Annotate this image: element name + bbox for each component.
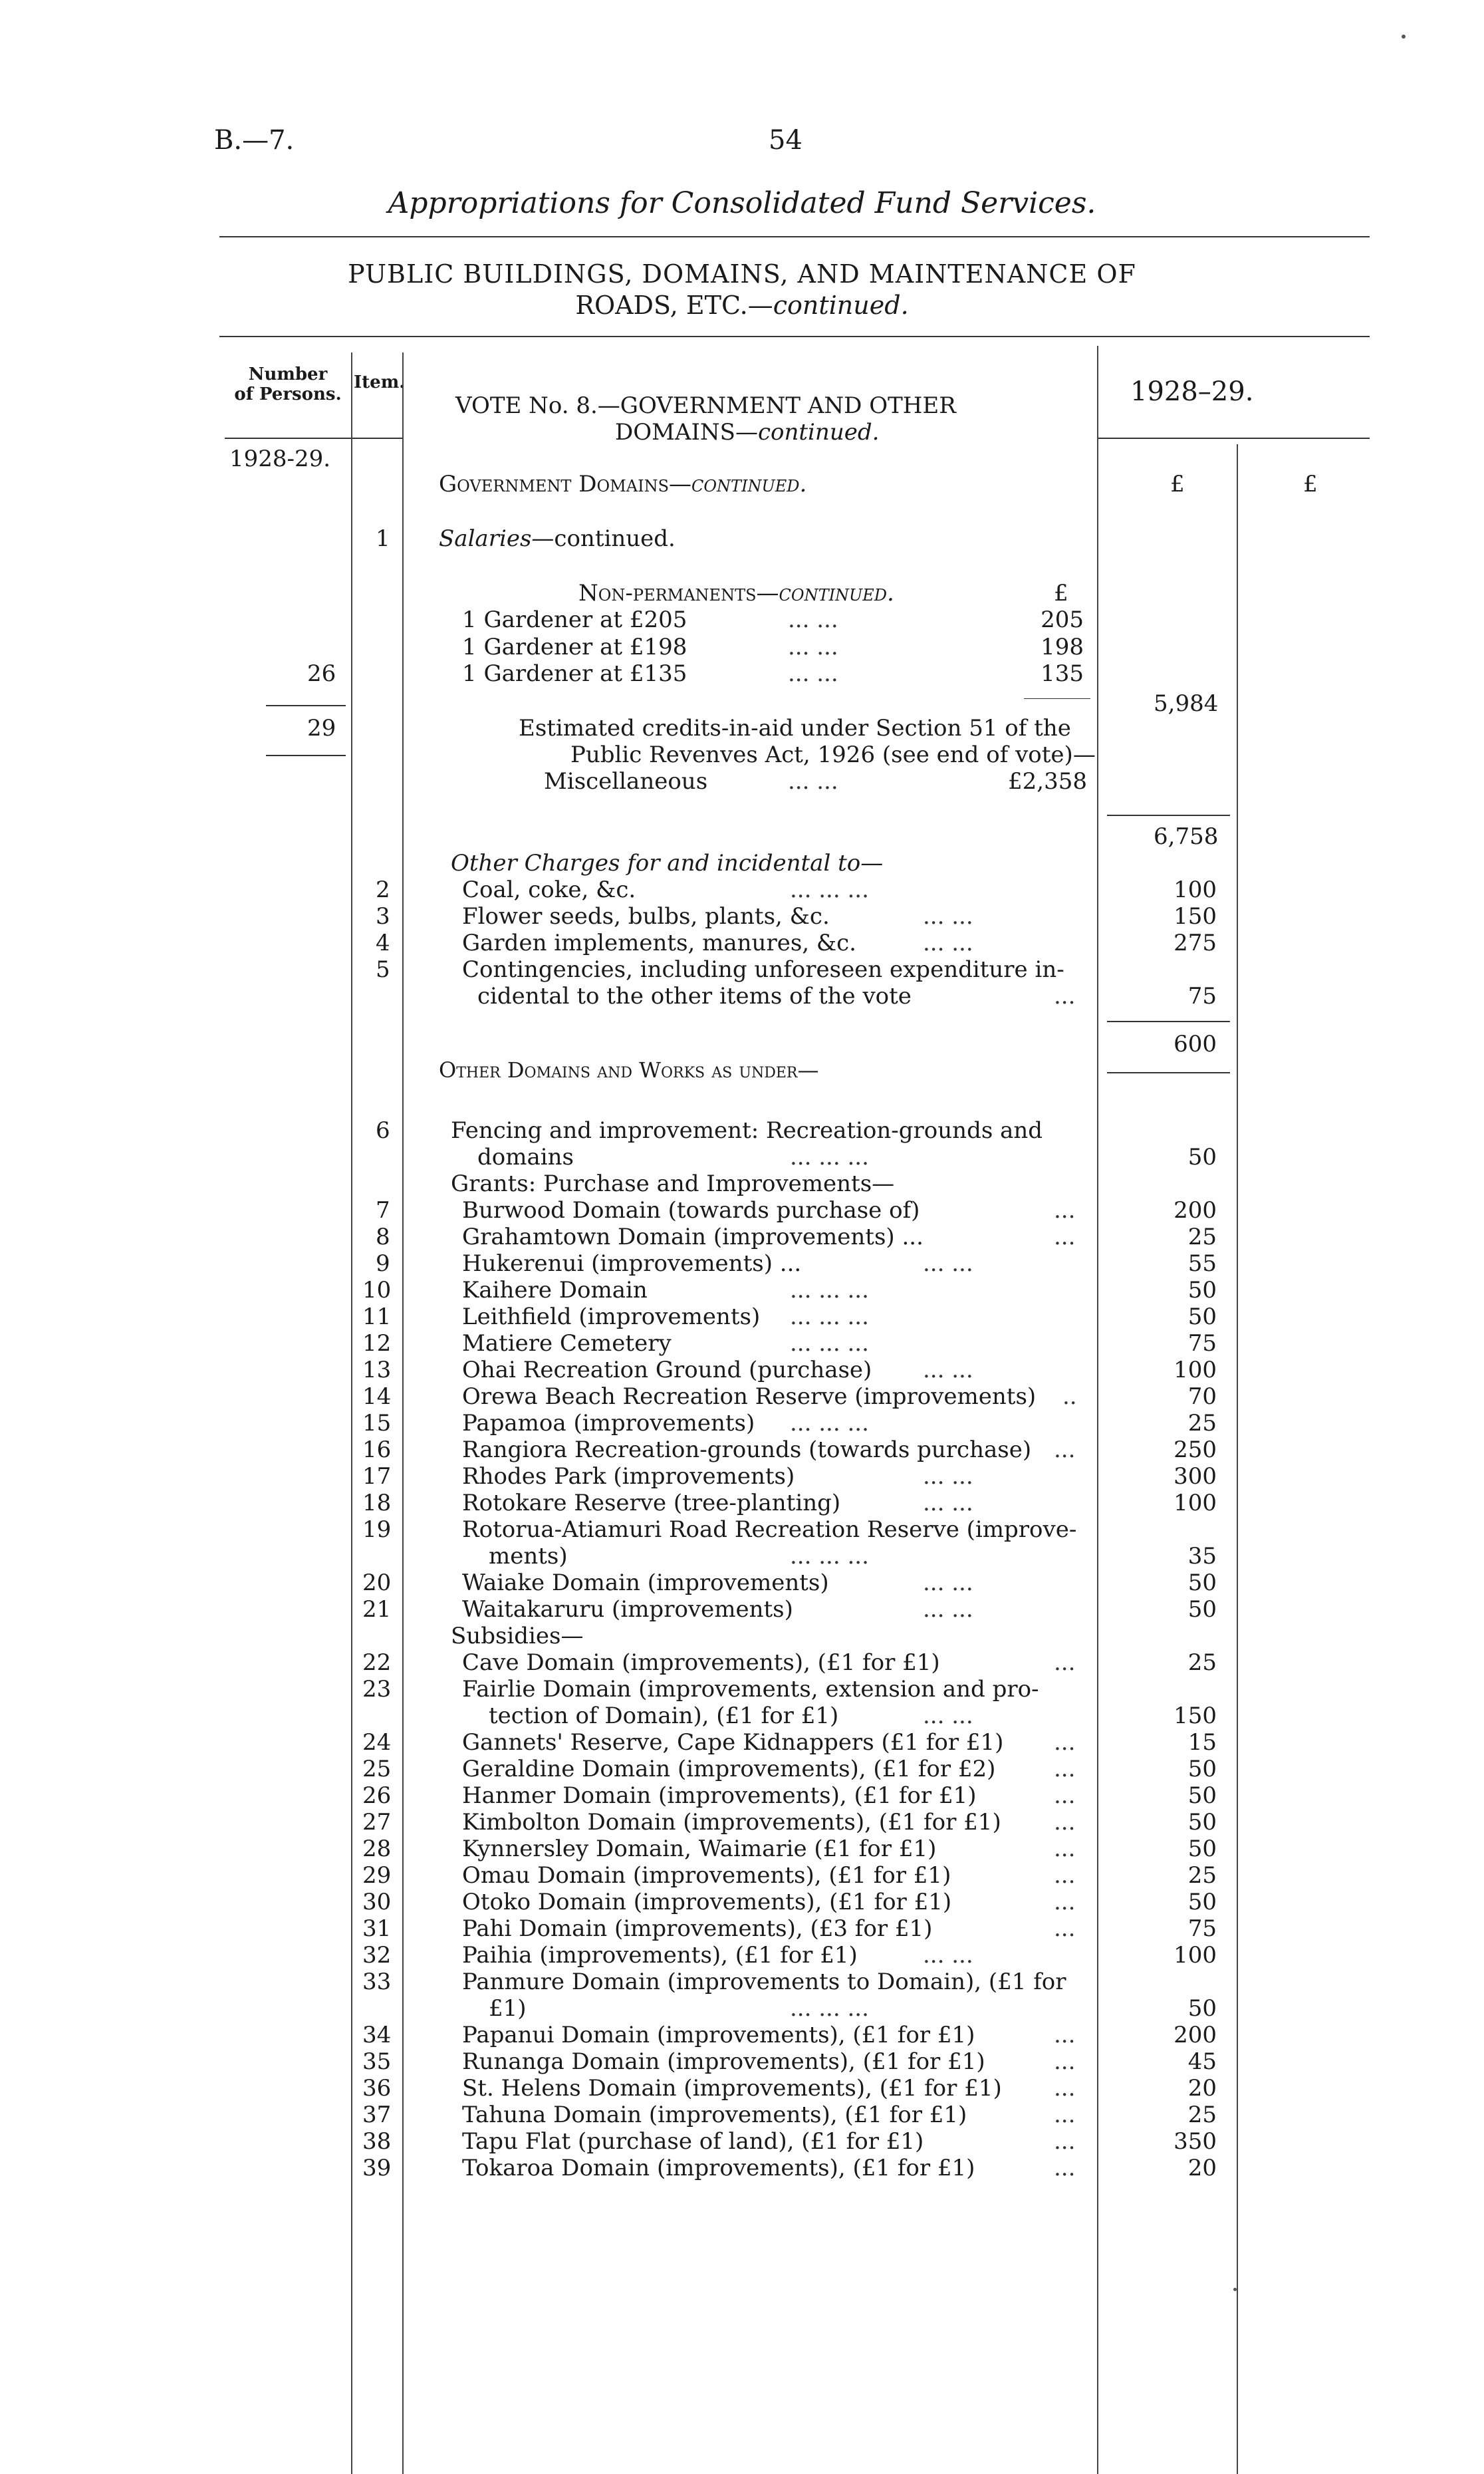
item-number: 10 — [362, 1277, 392, 1304]
item-number: 25 — [362, 1756, 392, 1782]
grant-label: Leithfield (improvements) — [462, 1304, 761, 1330]
subsidy-dots: ... — [1054, 1809, 1076, 1836]
page-number: 54 — [769, 125, 803, 156]
item-number: 20 — [362, 1570, 392, 1596]
gardener-label: 1 Gardener at £135 — [462, 660, 687, 687]
gardener-dots: ... ... — [788, 607, 838, 633]
header-item: Item. — [354, 372, 406, 392]
grant-amount: 50 — [1187, 1570, 1217, 1596]
subsidy-amount: 100 — [1174, 1942, 1217, 1969]
scan-speck — [1402, 35, 1406, 39]
charge-dots: ... ... — [923, 930, 973, 956]
item-number: 3 — [376, 903, 390, 930]
subsidy-label: Kynnersley Domain, Waimarie (£1 for £1) — [462, 1836, 937, 1862]
gardener-amount: 205 — [1041, 607, 1084, 633]
grant-label: Waitakaruru (improvements) — [462, 1596, 793, 1623]
credits-line3-label: Miscellaneous — [544, 768, 708, 795]
grant-label: Burwood Domain (towards purchase of) — [462, 1197, 920, 1224]
item-header-rule — [352, 438, 402, 439]
item-number: 19 — [362, 1516, 392, 1543]
charge-amount: 150 — [1174, 903, 1217, 930]
item-number: 35 — [362, 2048, 392, 2075]
contingencies-line2: cidental to the other items of the vote — [477, 983, 912, 1010]
fairlie-amount: 150 — [1174, 1703, 1217, 1729]
credits-line3-dots: ... ... — [788, 768, 838, 795]
grant-dots: ... ... ... — [790, 1410, 869, 1437]
subsidy-label: Paihia (improvements), (£1 for £1) — [462, 1942, 858, 1969]
subsidy-amount: 20 — [1187, 2075, 1217, 2102]
vote-title-line2-italic: continued. — [757, 419, 880, 446]
item-number: 4 — [376, 930, 390, 956]
page-title: Appropriations for Consolidated Fund Services. — [388, 186, 1096, 220]
amount-columns-divider — [1237, 444, 1238, 2474]
gardener-label: 1 Gardener at £198 — [462, 634, 687, 660]
rotorua-amount: 35 — [1187, 1543, 1217, 1570]
item-number: 6 — [376, 1117, 390, 1144]
section-title-line2 — [0, 291, 1484, 320]
subsidy-amount: 15 — [1187, 1729, 1217, 1756]
grant-label: Rotokare Reserve (tree-planting) — [462, 1490, 841, 1516]
grant-label: Rangiora Recreation-grounds (towards purchase) — [462, 1437, 1032, 1463]
grant-amount: 100 — [1174, 1490, 1217, 1516]
header-number-of-persons — [225, 364, 351, 404]
item-number: 39 — [362, 2155, 392, 2181]
item-number: 24 — [362, 1729, 392, 1756]
subsidy-label: Geraldine Domain (improvements), (£1 for £2) — [462, 1756, 996, 1782]
grant-dots: ... ... — [923, 1250, 973, 1277]
item-number: 9 — [376, 1250, 390, 1277]
subsidy-label: Cave Domain (improvements), (£1 for £1) — [462, 1649, 940, 1676]
grant-dots: ... — [1054, 1437, 1076, 1463]
title-rule — [219, 236, 1370, 237]
subsidy-amount: 50 — [1187, 1836, 1217, 1862]
gardener-dots: ... ... — [788, 660, 838, 687]
credits-line2: Public Revenves Act, 1926 (see end of vote)— — [570, 742, 1096, 768]
grant-amount: 100 — [1174, 1357, 1217, 1383]
gardener-amount: 135 — [1041, 660, 1084, 687]
item-number: 12 — [362, 1330, 392, 1357]
rotorua-line1: Rotorua-Atiamuri Road Recreation Reserve (improve- — [462, 1516, 1077, 1543]
grant-dots: ... ... — [923, 1596, 973, 1623]
subsidy-dots: ... — [1054, 1836, 1076, 1862]
charge-amount: 100 — [1174, 877, 1217, 903]
grants-heading: Grants: Purchase and Improvements— — [451, 1170, 895, 1197]
grant-label: Ohai Recreation Ground (purchase) — [462, 1357, 872, 1383]
grant-label: Papamoa (improvements) — [462, 1410, 755, 1437]
scan-speck — [1233, 2288, 1237, 2291]
subsidy-amount: 45 — [1187, 2048, 1217, 2075]
subsidy-dots: ... — [1054, 2022, 1076, 2048]
subsidy-dots: ... — [1054, 1782, 1076, 1809]
item-number: 15 — [362, 1410, 392, 1437]
item-number: 13 — [362, 1357, 392, 1383]
persons-total-rule — [266, 755, 346, 756]
grant-label: Rhodes Park (improvements) — [462, 1463, 795, 1490]
vote-title-line1: VOTE No. 8.—GOVERNMENT AND OTHER — [455, 392, 956, 419]
subsidy-amount: 25 — [1187, 1649, 1217, 1676]
grant-dots: ... ... — [923, 1490, 973, 1516]
subsidies-heading: Subsidies— — [451, 1623, 584, 1649]
grant-dots: ... ... — [923, 1570, 973, 1596]
table-top-rule — [219, 336, 1370, 337]
fairlie-line2: tection of Domain), (£1 for £1) — [489, 1703, 839, 1729]
subsidy-label: Papanui Domain (improvements), (£1 for £1) — [462, 2022, 975, 2048]
salaries-total: 5,984 — [1154, 690, 1219, 717]
charge-label: Garden implements, manures, &c. — [462, 930, 856, 956]
grant-amount: 50 — [1187, 1304, 1217, 1330]
grant-dots: ... ... ... — [790, 1277, 869, 1304]
other-charges-total-rule — [1107, 1021, 1230, 1022]
subsidy-label: Tapu Flat (purchase of land), (£1 for £1) — [462, 2128, 924, 2155]
other-charges-total: 600 — [1174, 1031, 1217, 1057]
description-amount-divider — [1097, 346, 1098, 2474]
gardener-dots: ... ... — [788, 634, 838, 660]
contingencies-line1: Contingencies, including unforeseen expenditure in- — [462, 956, 1064, 983]
item-number: 5 — [376, 956, 390, 983]
item-number: 7 — [376, 1197, 390, 1224]
item-number: 18 — [362, 1490, 392, 1516]
subsidy-amount: 25 — [1187, 2102, 1217, 2128]
grant-amount: 25 — [1187, 1410, 1217, 1437]
subsidy-amount: 50 — [1187, 1756, 1217, 1782]
grant-amount: 50 — [1187, 1277, 1217, 1304]
subsidy-amount: 350 — [1174, 2128, 1217, 2155]
grant-amount: 300 — [1174, 1463, 1217, 1490]
item-number: 1 — [376, 525, 390, 552]
subsidy-dots: ... — [1054, 1729, 1076, 1756]
subtotal-amount: 6,758 — [1154, 823, 1219, 850]
header-number-of-persons-line1: Number — [248, 364, 328, 384]
item-number: 11 — [362, 1304, 392, 1330]
subsidy-label: Hanmer Domain (improvements), (£1 for £1) — [462, 1782, 977, 1809]
grant-label: Grahamtown Domain (improvements) ... — [462, 1224, 924, 1250]
grant-label: Orewa Beach Recreation Reserve (improvements) — [462, 1383, 1037, 1410]
panmure-dots: ... ... ... — [790, 1995, 869, 2022]
item-number: 38 — [362, 2128, 392, 2155]
subsidy-dots: ... — [1054, 1862, 1076, 1889]
subsidy-dots: ... ... — [923, 1942, 973, 1969]
document-reference: B.—7. — [214, 125, 295, 156]
section-title-line1: PUBLIC BUILDINGS, DOMAINS, AND MAINTENANCE OF — [348, 259, 1136, 289]
persons-year: 1928-29. — [229, 446, 331, 472]
subsidy-amount: 200 — [1174, 2022, 1217, 2048]
vote-title-line2 — [615, 419, 879, 446]
item-number: 8 — [376, 1224, 390, 1250]
charge-label: Coal, coke, &c. — [462, 877, 636, 903]
contingencies-amount: 75 — [1187, 983, 1217, 1010]
grant-dots: .. — [1062, 1383, 1077, 1410]
credits-line3-amount: £2,358 — [1008, 768, 1087, 795]
salaries-heading — [439, 525, 676, 552]
gardener-amount: 198 — [1041, 634, 1084, 660]
grant-label: Waiake Domain (improvements) — [462, 1570, 829, 1596]
subsidy-label: Omau Domain (improvements), (£1 for £1) — [462, 1862, 951, 1889]
other-charges-heading: Other Charges for and incidental to— — [451, 850, 884, 877]
subsidy-dots: ... — [1054, 2128, 1076, 2155]
pound-column-right: £ — [1303, 471, 1318, 497]
grant-dots: ... ... — [923, 1463, 973, 1490]
grant-label: Matiere Cemetery — [462, 1330, 672, 1357]
rotorua-line2: ments) — [489, 1543, 568, 1570]
panmure-line1: Panmure Domain (improvements to Domain), (£1 for — [462, 1969, 1066, 1995]
item-number: 16 — [362, 1437, 392, 1463]
grant-amount: 70 — [1187, 1383, 1217, 1410]
subsidy-amount: 50 — [1187, 1782, 1217, 1809]
subsidy-label: Runanga Domain (improvements), (£1 for £1) — [462, 2048, 985, 2075]
subsidy-dots: ... — [1054, 1756, 1076, 1782]
item-number: 34 — [362, 2022, 392, 2048]
header-year: 1928–29. — [1130, 376, 1254, 407]
subsidy-label: St. Helens Domain (improvements), (£1 for £1) — [462, 2075, 1002, 2102]
subsidy-amount: 20 — [1187, 2155, 1217, 2181]
item-number: 26 — [362, 1782, 392, 1809]
grant-label: Kaihere Domain — [462, 1277, 648, 1304]
subsidy-amount: 75 — [1187, 1915, 1217, 1942]
item-number: 36 — [362, 2075, 392, 2102]
header-number-of-persons-line2: of Persons. — [234, 384, 342, 404]
subsidy-dots: ... — [1054, 1649, 1076, 1676]
grant-dots: ... ... — [923, 1357, 973, 1383]
subtotal-rule — [1107, 815, 1230, 816]
fairlie-dots: ... ... — [923, 1703, 973, 1729]
subsidy-dots: ... — [1054, 2075, 1076, 2102]
persons-total: 29 — [307, 715, 336, 742]
item-description-divider — [402, 352, 404, 2474]
rotorua-dots: ... ... ... — [790, 1543, 869, 1570]
item-number: 2 — [376, 877, 390, 903]
subsidy-label: Tokaroa Domain (improvements), (£1 for £1) — [462, 2155, 975, 2181]
nonpermanents-pound: £ — [1054, 580, 1068, 607]
subsidy-amount: 50 — [1187, 1809, 1217, 1836]
contingencies-dots: ... — [1054, 983, 1076, 1010]
subsidy-label: Pahi Domain (improvements), (£3 for £1) — [462, 1915, 933, 1942]
section-title-line2-main: ROADS, ETC.— — [575, 291, 773, 320]
subsidy-dots: ... — [1054, 1915, 1076, 1942]
charge-dots: ... ... ... — [790, 877, 869, 903]
charge-label: Flower seeds, bulbs, plants, &c. — [462, 903, 830, 930]
grant-amount: 25 — [1187, 1224, 1217, 1250]
item-number: 23 — [362, 1676, 392, 1703]
subsidy-dots: ... — [1054, 2048, 1076, 2075]
nonpermanents-heading — [578, 580, 894, 607]
item-number: 14 — [362, 1383, 392, 1410]
item-number: 21 — [362, 1596, 392, 1623]
nonpermanents-heading-italic: continued. — [779, 580, 894, 607]
panmure-line2: £1) — [489, 1995, 527, 2022]
amount-header-rule — [1097, 438, 1370, 439]
persons-header-rule — [225, 438, 351, 439]
item-number: 29 — [362, 1862, 392, 1889]
fencing-amount: 50 — [1187, 1144, 1217, 1170]
subsidy-label: Tahuna Domain (improvements), (£1 for £1) — [462, 2102, 967, 2128]
grant-dots: ... — [1054, 1224, 1076, 1250]
other-charges-close-rule — [1107, 1072, 1230, 1073]
other-domains-heading: Other Domains and Works as under— — [439, 1057, 819, 1083]
subsidy-label: Otoko Domain (improvements), (£1 for £1) — [462, 1889, 952, 1915]
vote-title-line2-main: DOMAINS— — [615, 419, 758, 446]
item-number: 22 — [362, 1649, 392, 1676]
salaries-heading-rest: —continued. — [531, 525, 676, 552]
grant-amount: 55 — [1187, 1250, 1217, 1277]
fairlie-line1: Fairlie Domain (improvements, extension and pro- — [462, 1676, 1039, 1703]
section-title-line2-italic: continued. — [773, 291, 909, 320]
subsidy-label: Gannets' Reserve, Cape Kidnappers (£1 for £1) — [462, 1729, 1004, 1756]
salaries-heading-italic: Salaries — [439, 525, 532, 552]
fencing-line1: Fencing and improvement: Recreation-grounds and — [451, 1117, 1043, 1144]
persons-item-divider — [351, 352, 352, 2474]
nonpermanents-heading-main: Non-permanents— — [578, 580, 779, 607]
persons-sum-rule — [266, 705, 346, 706]
grant-amount: 50 — [1187, 1596, 1217, 1623]
fencing-dots: ... ... ... — [790, 1144, 869, 1170]
government-domains-heading-main: Government Domains— — [439, 471, 692, 497]
item-number: 17 — [362, 1463, 392, 1490]
item-number: 27 — [362, 1809, 392, 1836]
government-domains-heading — [439, 471, 806, 497]
item-number: 28 — [362, 1836, 392, 1862]
item-number: 32 — [362, 1942, 392, 1969]
charge-dots: ... ... — [923, 903, 973, 930]
item-number: 37 — [362, 2102, 392, 2128]
grant-dots: ... — [1054, 1197, 1076, 1224]
persons-count: 26 — [307, 660, 336, 687]
item-number: 31 — [362, 1915, 392, 1942]
government-domains-heading-italic: continued. — [691, 471, 807, 497]
panmure-amount: 50 — [1187, 1995, 1217, 2022]
charge-amount: 275 — [1174, 930, 1217, 956]
gardeners-sum-rule — [1024, 698, 1090, 699]
grant-label: Hukerenui (improvements) ... — [462, 1250, 802, 1277]
grant-dots: ... ... ... — [790, 1330, 869, 1357]
pound-column-left: £ — [1170, 471, 1185, 497]
subsidy-dots: ... — [1054, 2102, 1076, 2128]
item-number: 30 — [362, 1889, 392, 1915]
item-number: 33 — [362, 1969, 392, 1995]
gardener-label: 1 Gardener at £205 — [462, 607, 687, 633]
subsidy-dots: ... — [1054, 1889, 1076, 1915]
grant-amount: 250 — [1174, 1437, 1217, 1463]
subsidy-amount: 50 — [1187, 1889, 1217, 1915]
grant-amount: 75 — [1187, 1330, 1217, 1357]
credits-line1: Estimated credits-in-aid under Section 51 of the — [519, 715, 1071, 742]
subsidy-amount: 25 — [1187, 1862, 1217, 1889]
fencing-line2: domains — [477, 1144, 574, 1170]
grant-dots: ... ... ... — [790, 1304, 869, 1330]
subsidy-dots: ... — [1054, 2155, 1076, 2181]
subsidy-label: Kimbolton Domain (improvements), (£1 for £1) — [462, 1809, 1001, 1836]
grant-amount: 200 — [1174, 1197, 1217, 1224]
